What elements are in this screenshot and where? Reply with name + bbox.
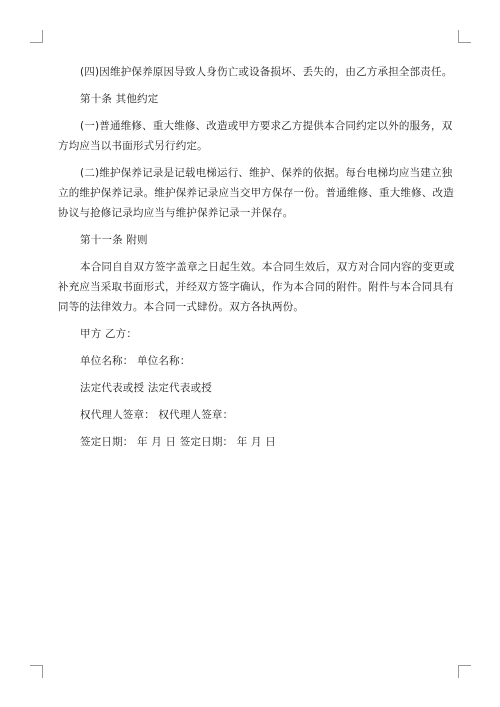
crop-mark-top-left [30, 30, 43, 43]
text-line: (二)维护保养记录是记载电梯运行、维护、保养的依据。每台电梯均应当建立独 [80, 167, 453, 179]
text-line: 同等的法律效力。本合同一式肆份。双方各执两份。 [58, 301, 305, 313]
text-line: 方均应当以书面形式另行约定。 [58, 140, 208, 152]
text-line: 补充应当采取书面形式，并经双方签字确认，作为本合同的附件。附件与本合同具有 [58, 281, 454, 293]
document-body [58, 62, 455, 452]
signature-legal-rep: 法定代表或授 法定代表或授 [80, 382, 212, 394]
text-line: 本合同自自双方签字盖章之日起生效。本合同生效后，双方对合同内容的变更或 [80, 261, 455, 273]
text-line: 协议与抢修记录均应当与维护保养记录一并保存。 [58, 207, 294, 219]
section-heading: 第十条 其他约定 [80, 93, 159, 105]
crop-mark-top-right [458, 30, 471, 43]
signature-agent-seal: 权代理人签章： 权代理人签章： [80, 409, 234, 421]
signature-parties: 甲方 乙方： [80, 328, 138, 340]
crop-mark-bottom-right [458, 665, 471, 678]
signature-unit-name: 单位名称： 单位名称： [80, 355, 191, 367]
text-line: (一)普通维修、重大维修、改造或甲方要求乙方提供本合同约定以外的服务，双 [80, 120, 453, 132]
text-line: 立的维护保养记录。维护保养记录应当交甲方保存一份。普通维修、重大维修、改造 [58, 187, 454, 199]
signature-date: 签定日期： 年 月 日 签定日期： 年 月 日 [80, 436, 276, 448]
crop-mark-bottom-left [30, 665, 43, 678]
section-heading: 第十一条 附则 [80, 234, 148, 246]
text-line: (四)因维护保养原因导致人身伤亡或设备损坏、丢失的，由乙方承担全部责任。 [80, 66, 453, 78]
